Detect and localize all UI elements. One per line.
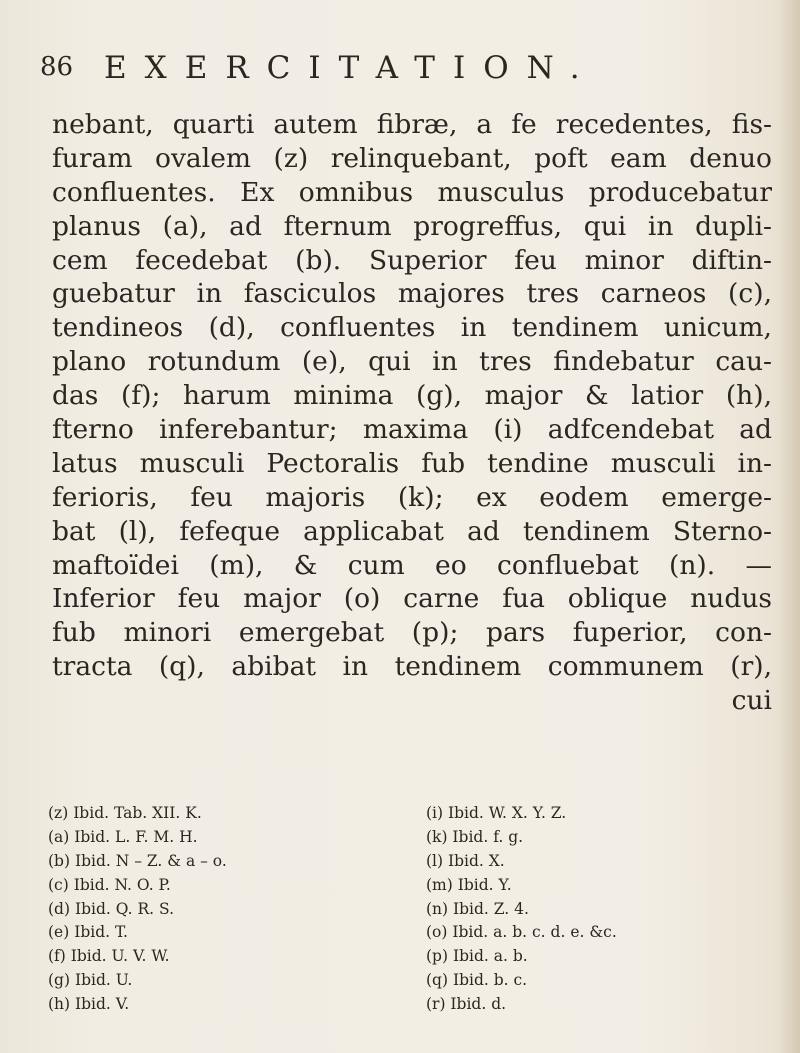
text-line: planus (a), ad fternum progreffus, qui in dupli- <box>52 210 772 242</box>
text-line: tendineos (d), confluentes in tendinem unicum, <box>52 312 772 344</box>
text-line: tracta (q), abibat in tendinem communem (r), <box>52 651 772 683</box>
text-line: ferioris, feu majoris (k); ex eodem emerge- <box>52 481 772 513</box>
text-line: cem fecedebat (b). Superior feu minor diftin- <box>52 244 772 276</box>
text-line: confluentes. Ex omnibus musculus producebatur <box>52 176 772 208</box>
catchword: cui <box>731 685 772 717</box>
footnote: (g) Ibid. U. <box>48 971 133 990</box>
footnote: (b) Ibid. N – Z. & a – o. <box>48 851 227 870</box>
footnote: (a) Ibid. L. F. M. H. <box>48 827 198 846</box>
footnote: (d) Ibid. Q. R. S. <box>48 899 175 918</box>
text-line: bat (l), fefeque applicabat ad tendinem Sterno- <box>52 515 772 547</box>
footnote: (k) Ibid. f. g. <box>426 827 524 846</box>
text-line: Inferior feu major (o) carne fua oblique nudus <box>52 583 772 615</box>
footnote: (f) Ibid. U. V. W. <box>48 947 170 966</box>
footnote: (m) Ibid. Y. <box>426 875 512 894</box>
page-number: 86 <box>40 52 74 82</box>
footnote: (i) Ibid. W. X. Y. Z. <box>426 804 567 822</box>
footnote: (l) Ibid. X. <box>426 851 505 870</box>
text-line: fterno inferebantur; maxima (i) adfcendebat ad <box>52 414 772 446</box>
text-line: nebant, quarti autem fibræ, a fe recedentes, fis- <box>52 109 772 140</box>
page-header <box>40 46 740 92</box>
text-line: fub minori emergebat (p); pars fuperior, con- <box>52 617 772 649</box>
page-edge-shadow <box>778 0 800 1053</box>
footnote: (z) Ibid. Tab. XII. K. <box>48 804 202 822</box>
footnote: (h) Ibid. V. <box>48 995 130 1014</box>
text-line: plano rotundum (e), qui in tres findebatur cau- <box>52 346 772 378</box>
footnote: (r) Ibid. d. <box>426 995 507 1014</box>
running-head: EXERCITATION. <box>104 50 598 86</box>
footnote: (n) Ibid. Z. 4. <box>426 899 529 918</box>
text-line: maftoïdei (m), & cum eo confluebat (n). — <box>52 549 772 581</box>
text-line: furam ovalem (z) relinquebant, poft eam denuo <box>52 142 772 174</box>
footnotes-left-column <box>48 802 378 1017</box>
footnote: (o) Ibid. a. b. c. d. e. &c. <box>426 923 617 942</box>
footnote: (c) Ibid. N. O. P. <box>48 875 171 894</box>
text-line: guebatur in fasciculos majores tres carneos (c), <box>52 278 772 310</box>
footnote: (q) Ibid. b. c. <box>426 971 528 990</box>
footnote: (e) Ibid. T. <box>48 923 128 942</box>
text-line: das (f); harum minima (g), major & latior (h), <box>52 380 772 412</box>
footnotes-right-column <box>426 802 756 1017</box>
text-line: latus musculi Pectoralis fub tendine musculi in- <box>52 447 772 479</box>
main-text <box>52 108 772 718</box>
footnote: (p) Ibid. a. b. <box>426 947 528 966</box>
